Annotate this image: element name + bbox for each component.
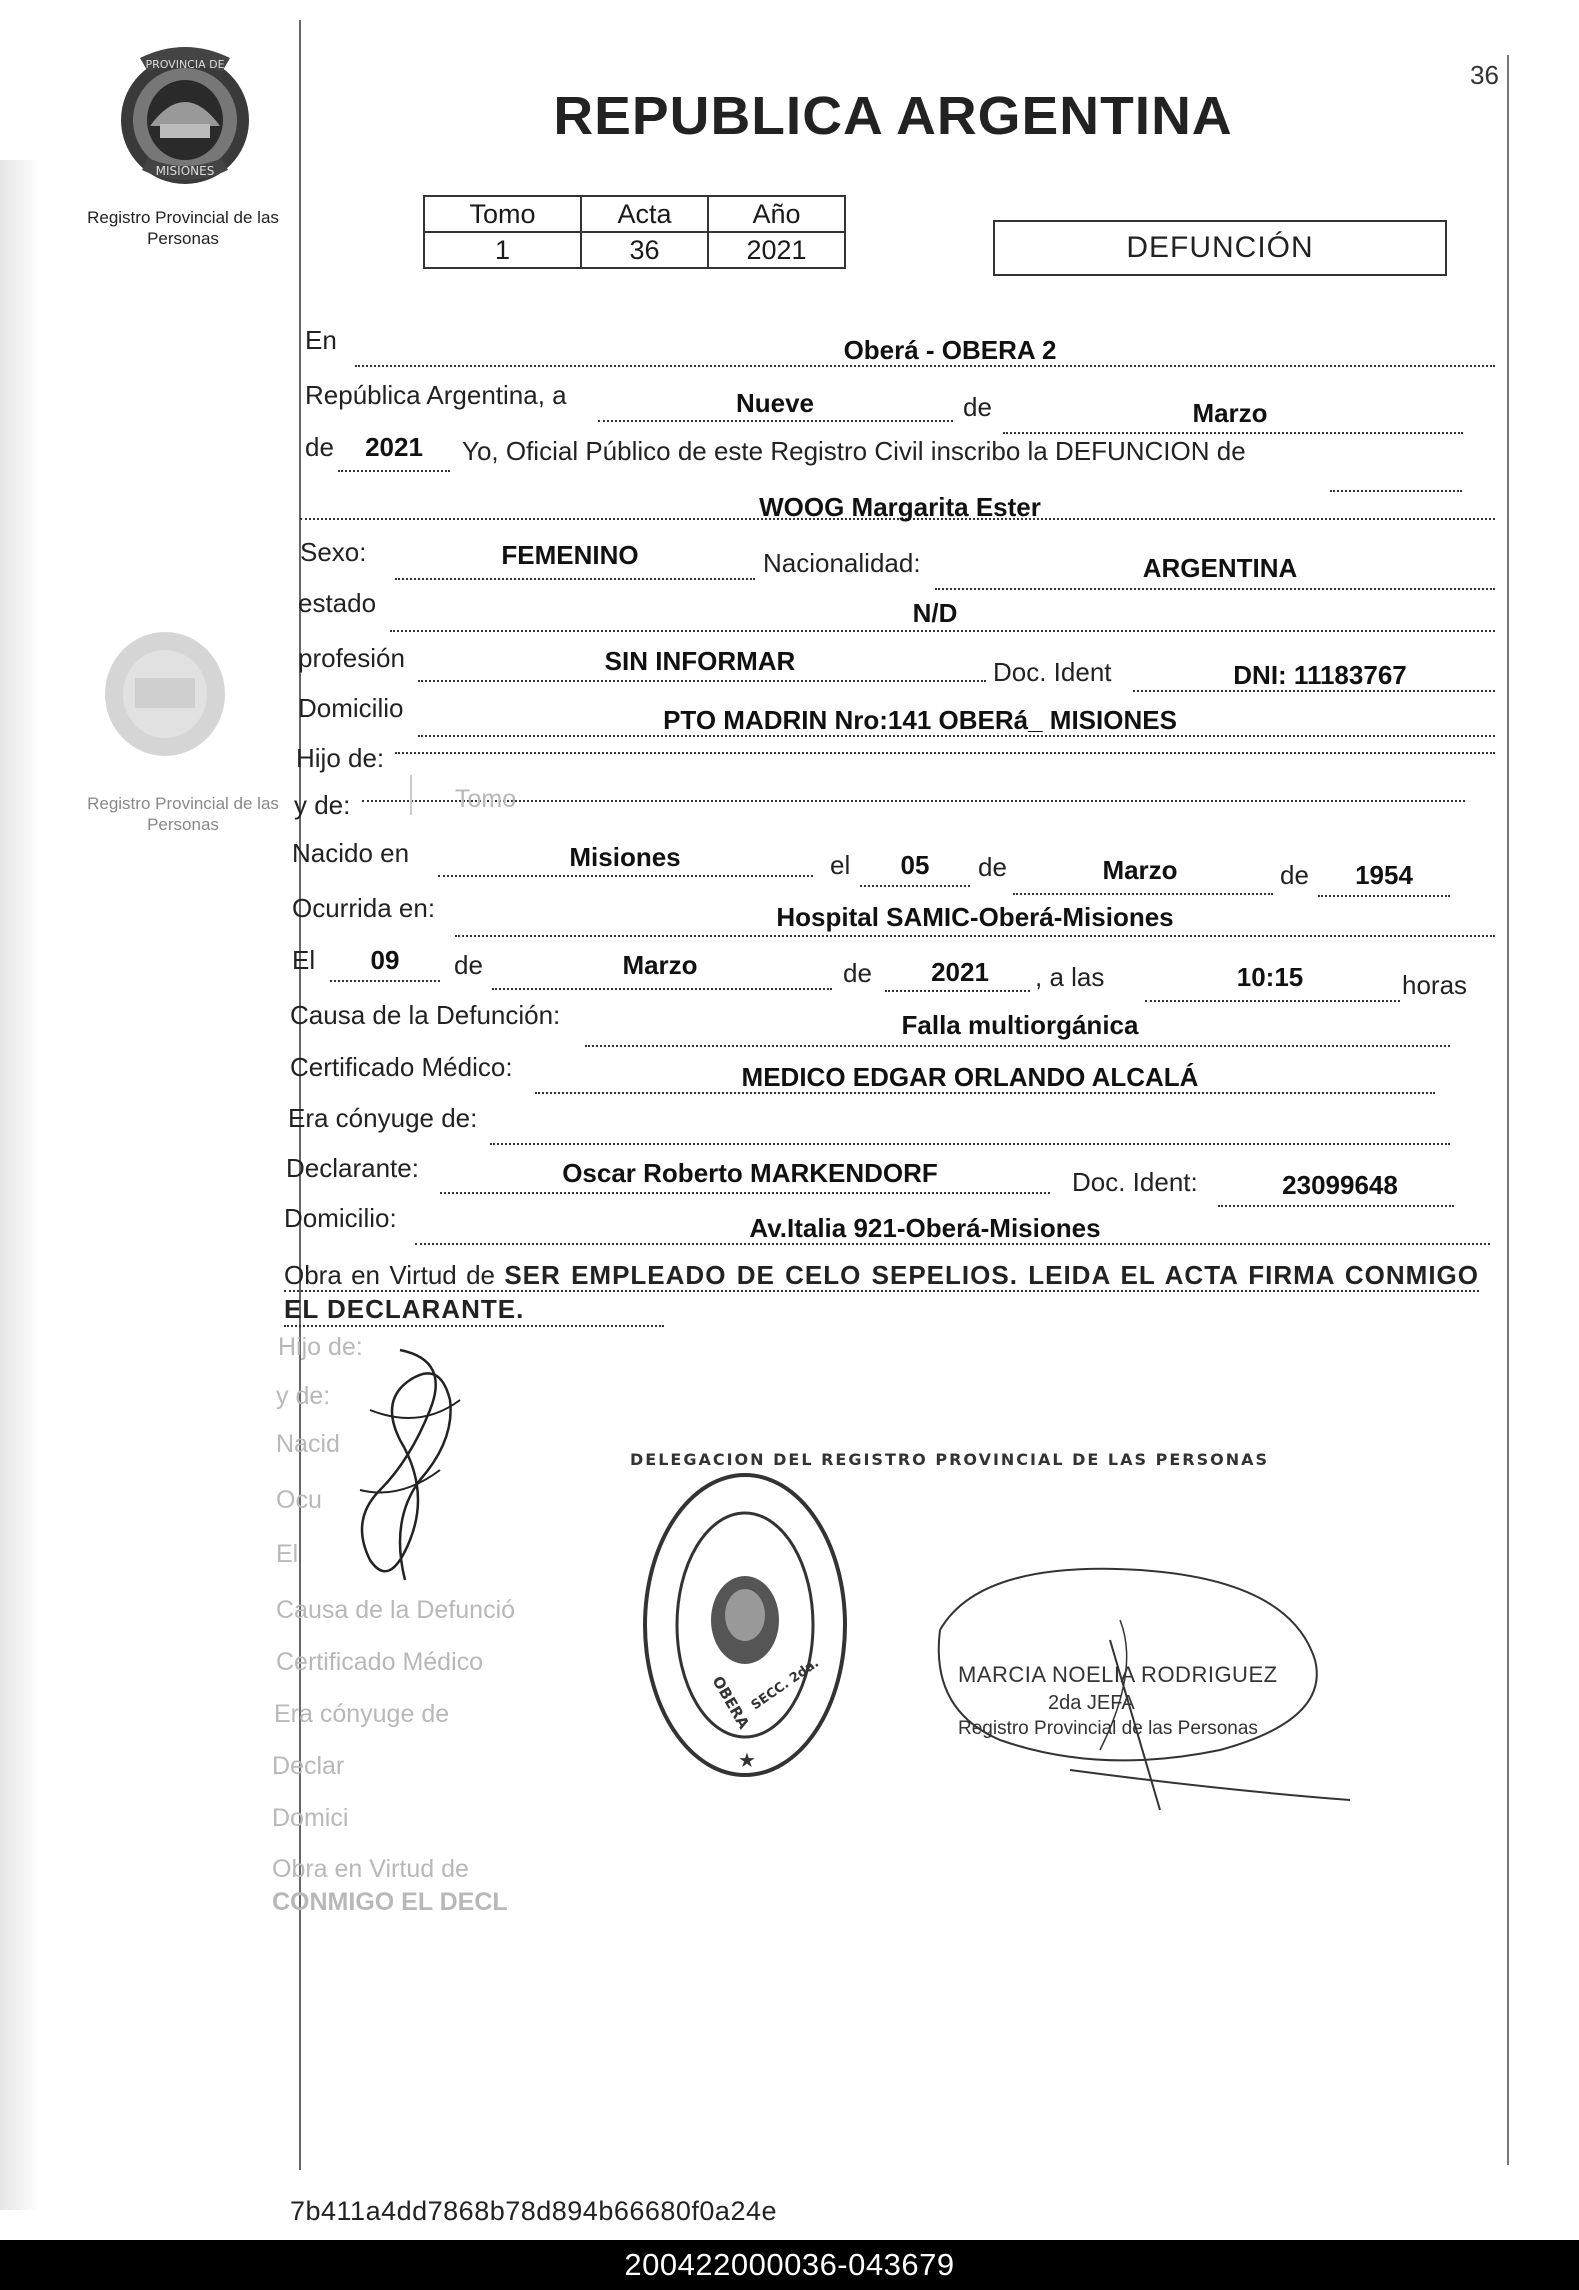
value-causa: Falla multiorgánica <box>901 1010 1139 1040</box>
dotted-line <box>338 470 450 472</box>
ghost-line: Ocu <box>276 1486 322 1514</box>
dotted-line <box>492 988 832 990</box>
label-de: de <box>454 950 483 980</box>
value-lugar: Oberá - OBERA 2 <box>843 335 1057 365</box>
value-dia-texto: Nueve <box>735 388 815 418</box>
value-def-dia: 09 <box>370 945 400 975</box>
dotted-line <box>440 1192 1050 1194</box>
value-domicilio: PTO MADRIN Nro:141 OBERá_ MISIONES <box>663 705 1177 735</box>
stamp-text: DELEGACION DEL REGISTRO PROVINCIAL DE LAS PERSONAS <box>630 1450 1269 1469</box>
label-republica: República Argentina, a <box>305 380 567 410</box>
dotted-line <box>1013 893 1273 895</box>
ghost-line: Hijo de: <box>278 1333 363 1361</box>
dotted-line <box>418 680 986 682</box>
dotted-line <box>860 885 970 887</box>
dotted-line <box>362 800 1465 802</box>
ref-header-anio: Año <box>708 196 845 232</box>
registry-name-faded: Registro Provincial de las Personas <box>87 794 279 834</box>
ghost-line: Domici <box>272 1804 349 1832</box>
ghost-box <box>410 775 412 815</box>
value-nac-mes: Marzo <box>1102 855 1178 885</box>
label-el: el <box>830 850 851 880</box>
value-documento: DNI: 11183767 <box>1233 660 1407 690</box>
value-certificado: MEDICO EDGAR ORLANDO ALCALÁ <box>741 1062 1199 1092</box>
dotted-line <box>1318 895 1450 897</box>
label-profesion: profesión <box>298 643 405 673</box>
ghost-line: Causa de la Defunció <box>276 1596 516 1624</box>
dotted-line <box>885 990 1030 992</box>
value-anio: 2021 <box>365 432 423 462</box>
svg-text:PROVINCIA DE: PROVINCIA DE <box>145 58 225 71</box>
ghost-line: Declar <box>272 1752 345 1780</box>
value-obra-texto: SER EMPLEADO DE CELO SEPELIOS. LEIDA EL ACTA FIRMA CONMIGO EL DECLARANTE. <box>284 1260 1480 1324</box>
reference-table <box>423 195 846 269</box>
dotted-line <box>598 420 953 422</box>
value-mes: Marzo <box>1192 398 1268 428</box>
value-nac-anio: 1954 <box>1355 860 1413 890</box>
document-type-box: DEFUNCIÓN <box>993 220 1447 276</box>
label-hijo-de: Hijo de: <box>296 743 385 773</box>
dotted-line <box>1330 490 1462 492</box>
signatory-name: MARCIA NOELIA RODRIGUEZ <box>958 1662 1278 1687</box>
value-nombre: WOOG Margarita Ester <box>759 492 1041 522</box>
ghost-line: Era cónyuge de <box>274 1700 450 1728</box>
dotted-line <box>1003 432 1463 434</box>
label-sexo: Sexo: <box>300 537 367 567</box>
label-de: de <box>963 392 992 422</box>
scan-noise <box>0 160 40 2210</box>
value-def-mes: Marzo <box>622 950 698 980</box>
label-ocurrida-en: Ocurrida en: <box>292 893 436 923</box>
label-de: de <box>305 432 334 462</box>
ghost-line: El <box>276 1540 299 1568</box>
dotted-line <box>935 588 1495 590</box>
ghost-tomo: Tomo <box>455 785 517 813</box>
ref-value-acta: 36 <box>581 232 708 268</box>
dotted-line <box>1145 1000 1400 1002</box>
value-def-anio: 2021 <box>931 957 989 987</box>
value-declarante-domicilio: Av.Italia 921-Oberá-Misiones <box>749 1213 1101 1243</box>
label-causa: Causa de la Defunción: <box>290 1000 561 1030</box>
left-margin-rule <box>299 20 301 2170</box>
label-yo-oficial: Yo, Oficial Público de este Registro Civil inscribo la DEFUNCION de <box>462 436 1246 466</box>
dotted-line <box>395 578 755 580</box>
obra-en-virtud-text <box>284 1258 1479 1326</box>
declarant-signature <box>340 1340 480 1600</box>
label-nacionalidad: Nacionalidad: <box>763 548 921 578</box>
ref-header-tomo: Tomo <box>424 196 581 232</box>
label-de: de <box>978 852 1007 882</box>
label-conyuge: Era cónyuge de: <box>288 1103 478 1133</box>
page-number: 36 <box>1470 60 1499 90</box>
label-el-cap: El <box>292 945 316 975</box>
label-de: de <box>1280 860 1309 890</box>
dotted-line <box>395 752 1495 754</box>
label-doc-ident-colon: Doc. Ident: <box>1072 1167 1198 1197</box>
value-nacionalidad: ARGENTINA <box>1142 553 1298 583</box>
value-estado: N/D <box>912 598 958 628</box>
ref-value-tomo: 1 <box>424 232 581 268</box>
value-hora: 10:15 <box>1236 962 1304 992</box>
signatory-registry: Registro Provincial de las Personas <box>958 1718 1258 1739</box>
stamp-inner-text: OBERA <box>708 1673 753 1732</box>
dotted-line <box>390 630 1495 632</box>
label-obra-en-virtud: Obra en Virtud de <box>284 1260 495 1290</box>
label-de: de <box>843 958 872 988</box>
value-nac-dia: 05 <box>900 850 930 880</box>
registry-seal-logo <box>110 38 260 193</box>
registry-name: Registro Provincial de las Personas <box>87 208 279 248</box>
label-certificado: Certificado Médico: <box>290 1052 513 1082</box>
label-estado: estado <box>298 588 377 618</box>
ref-header-acta: Acta <box>581 196 708 232</box>
dotted-line <box>284 1325 664 1327</box>
dotted-line <box>330 980 440 982</box>
ghost-line: y de: <box>276 1382 331 1410</box>
dotted-line <box>585 1045 1450 1047</box>
document-hash: 7b411a4dd7868b78d894b66680f0a24e <box>290 2196 777 2226</box>
right-margin-rule <box>1507 55 1509 2165</box>
stamp-inner-text-2: SECC. 2da. <box>748 1655 822 1714</box>
value-sexo: FEMENINO <box>501 540 639 570</box>
dotted-line <box>438 875 813 877</box>
value-profesion: SIN INFORMAR <box>604 646 796 676</box>
dotted-line <box>490 1143 1450 1145</box>
label-a-las: , a las <box>1035 962 1105 992</box>
value-nacido-en: Misiones <box>569 842 681 872</box>
dotted-line <box>284 1290 1479 1292</box>
official-signature <box>920 1560 1360 1830</box>
document-title: REPUBLICA ARGENTINA <box>553 86 1233 146</box>
label-nacido-en: Nacido en <box>292 838 410 868</box>
ref-value-anio: 2021 <box>708 232 845 268</box>
ghost-line: Nacid <box>276 1430 340 1458</box>
value-declarante-doc: 23099648 <box>1282 1170 1398 1200</box>
label-y-de: y de: <box>294 790 351 820</box>
faded-seal-logo <box>95 618 235 768</box>
star-icon: ★ <box>738 1748 756 1772</box>
value-ocurrida-en: Hospital SAMIC-Oberá-Misiones <box>776 902 1174 932</box>
dotted-line <box>1218 1205 1454 1207</box>
signatory-role: 2da JEFA <box>1048 1692 1135 1714</box>
dotted-line <box>455 935 1495 937</box>
footer-code-bar: 200422000036-043679 <box>0 2240 1579 2290</box>
label-horas: horas <box>1402 970 1468 1000</box>
value-declarante: Oscar Roberto MARKENDORF <box>562 1158 938 1188</box>
ghost-line: Certificado Médico <box>276 1648 484 1676</box>
label-domicilio: Domicilio <box>298 693 404 723</box>
ghost-line: Obra en Virtud de <box>272 1855 469 1883</box>
label-doc-ident: Doc. Ident <box>993 657 1112 687</box>
label-declarante: Declarante: <box>286 1153 419 1183</box>
label-en: En <box>305 325 337 355</box>
svg-text:MISIONES: MISIONES <box>155 164 215 178</box>
ghost-line: CONMIGO EL DECL <box>272 1888 508 1916</box>
label-domicilio-colon: Domicilio: <box>284 1203 397 1233</box>
